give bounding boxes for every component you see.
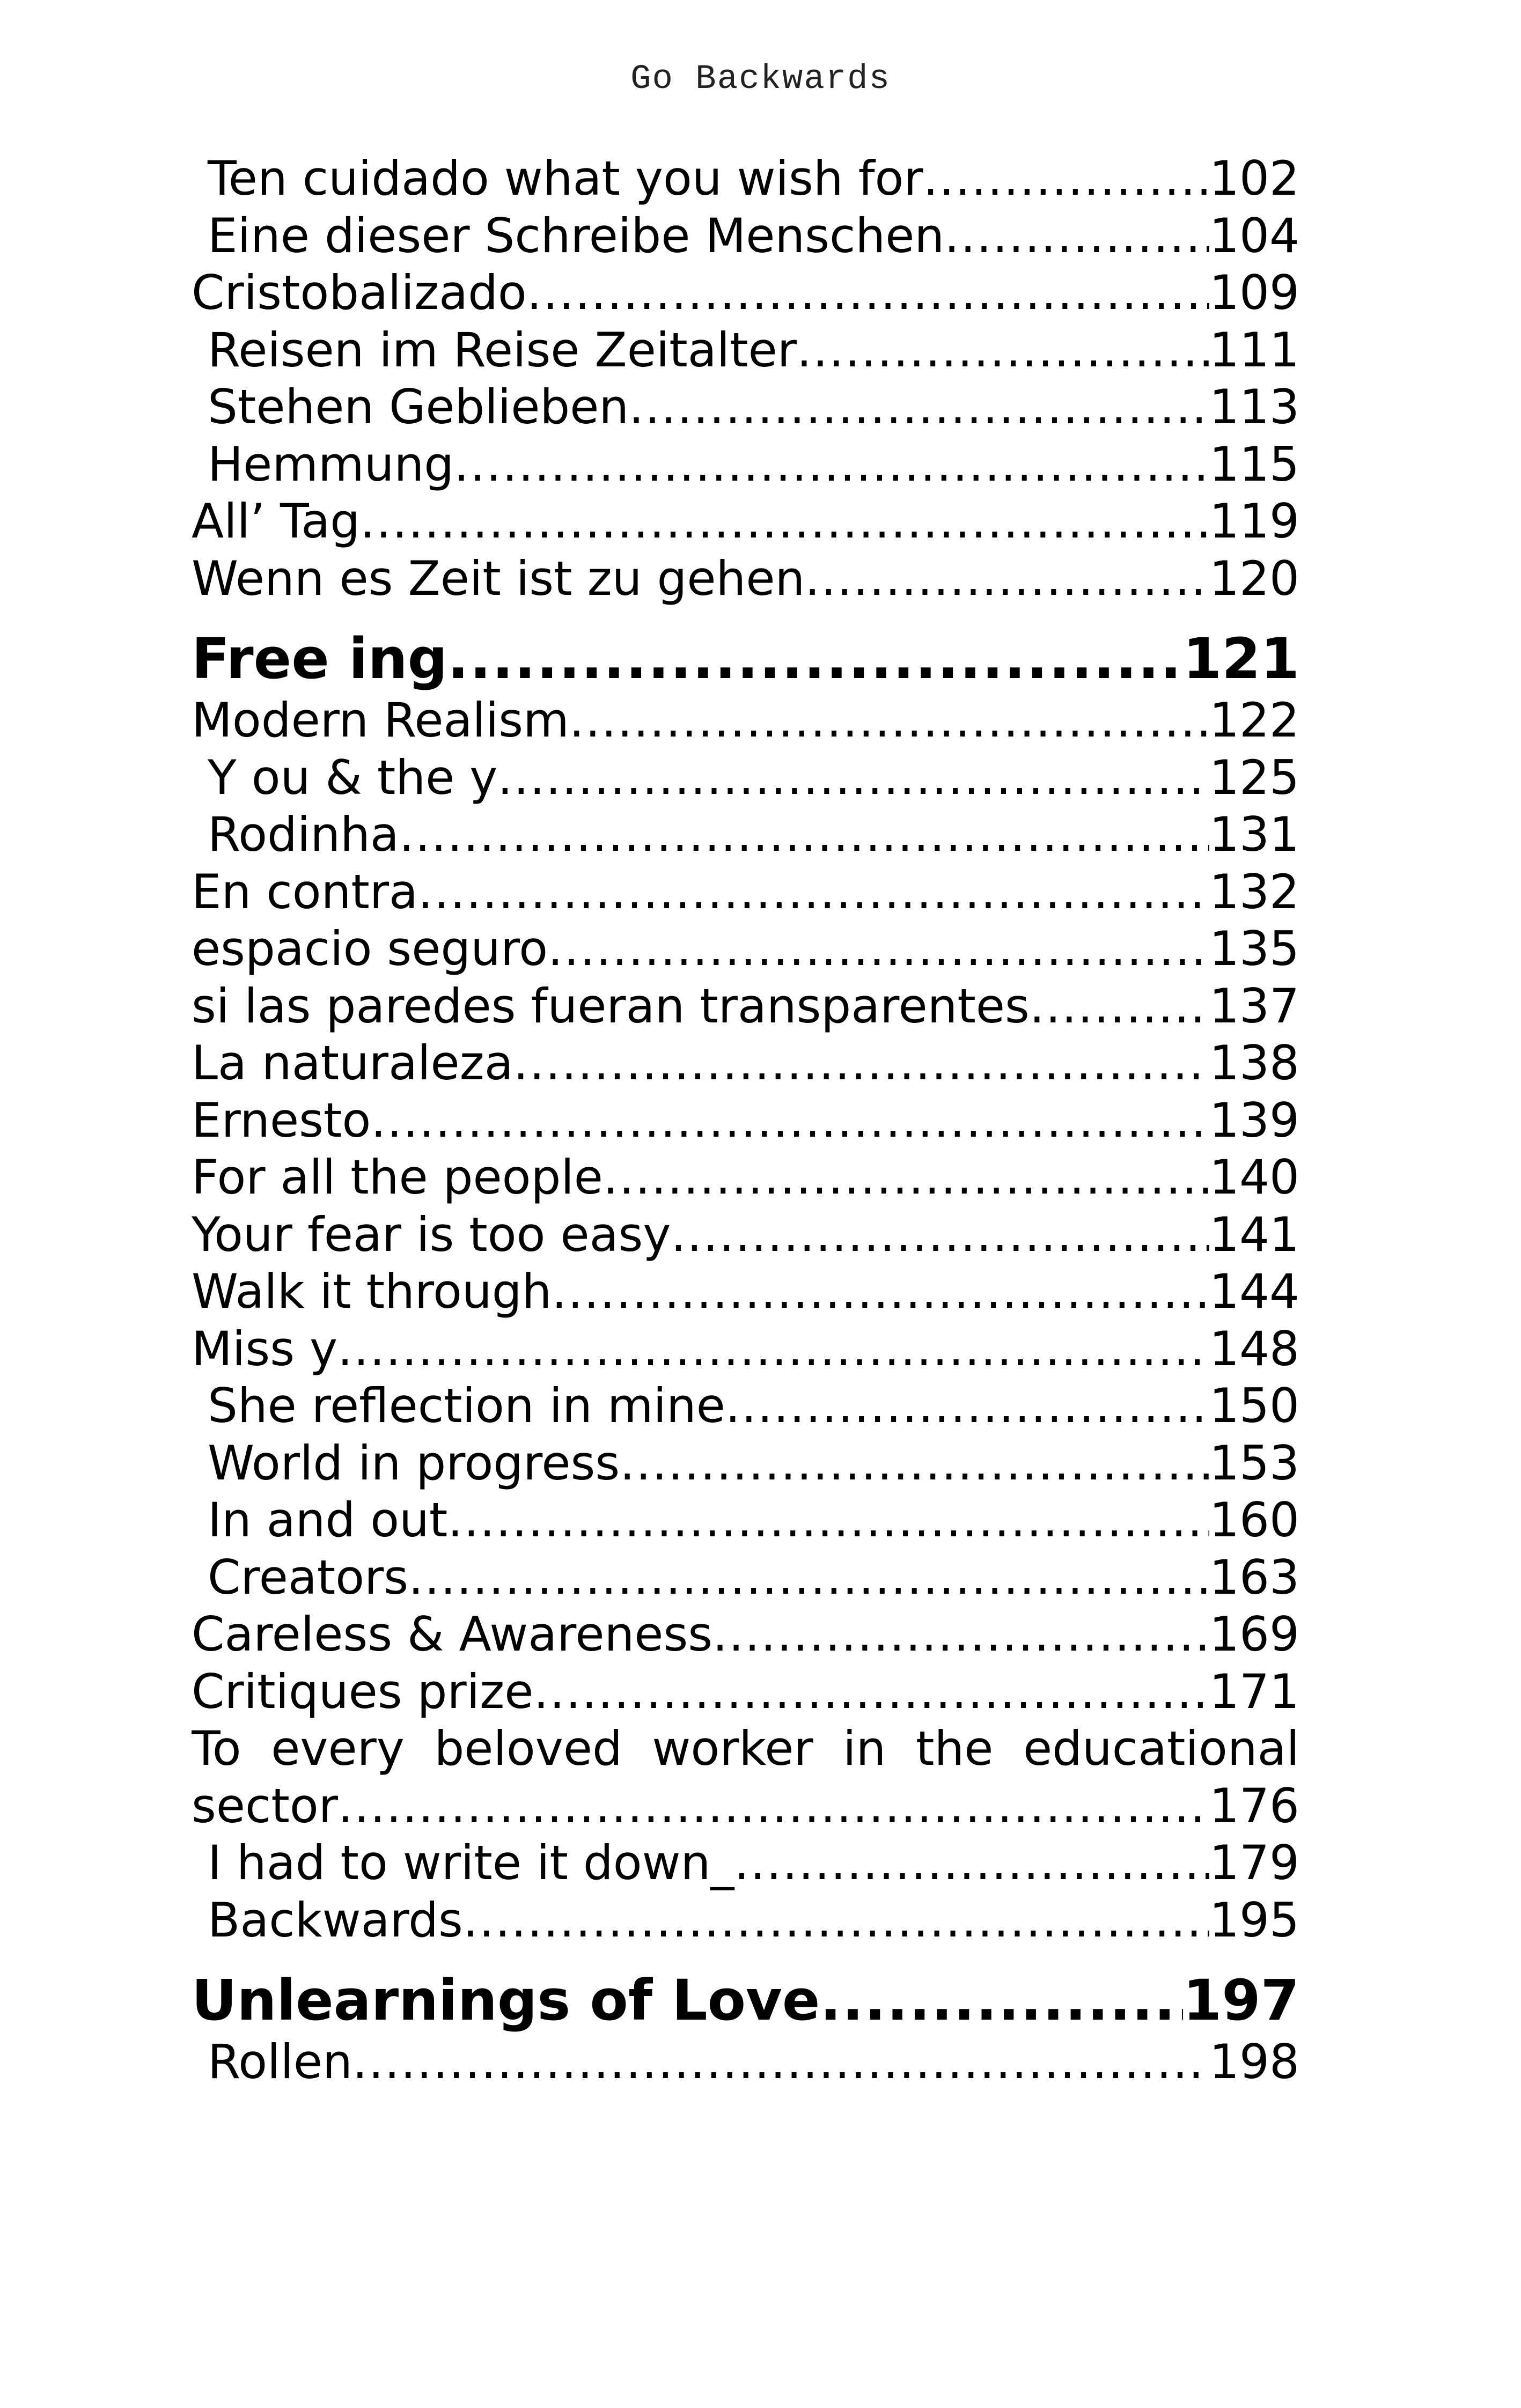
dot-leader <box>629 379 1209 436</box>
toc-entry-title: Y ou & the y <box>208 749 498 805</box>
toc-entry-title: Stehen Geblieben <box>208 379 629 435</box>
dot-leader <box>513 1035 1209 1092</box>
toc-entry-page: 131 <box>1209 807 1299 862</box>
toc-entry-page: 125 <box>1209 749 1299 805</box>
toc-entry-title: Rodinha <box>208 807 399 862</box>
dot-leader <box>552 1263 1209 1321</box>
toc-entry <box>192 2034 1299 2091</box>
toc-entry-page: 120 <box>1209 550 1299 606</box>
dot-leader <box>527 264 1209 322</box>
toc-entry <box>192 322 1299 379</box>
toc-entry-page: 169 <box>1209 1607 1299 1662</box>
toc-entry-page: 150 <box>1209 1378 1299 1433</box>
toc-entry <box>192 1892 1299 1949</box>
dot-leader <box>399 806 1209 864</box>
toc-section-title: Free ing <box>192 626 448 691</box>
toc-entry-title: Eine dieser Schreibe Menschen <box>208 208 945 263</box>
toc-entry-page: 140 <box>1209 1150 1299 1205</box>
toc-entry-page: 163 <box>1209 1549 1299 1605</box>
toc-entry-title: Modern Realism <box>192 693 569 748</box>
toc-entry-page: 115 <box>1209 436 1299 492</box>
toc-entry-title: Walk it through <box>192 1264 552 1319</box>
toc-entry-title: She reflection in mine <box>208 1378 725 1433</box>
toc-entry-title: La naturaleza <box>192 1035 513 1091</box>
toc-entry-page: 104 <box>1209 208 1299 263</box>
dot-leader <box>620 1435 1209 1492</box>
toc-entry-page: 111 <box>1209 322 1299 378</box>
dot-leader <box>418 864 1209 921</box>
toc-section-title: Unlearnings of Love <box>192 1968 820 2033</box>
toc-entry <box>192 1835 1299 1892</box>
toc-section-page: 197 <box>1182 1968 1299 2033</box>
dot-leader <box>337 1321 1209 1378</box>
toc-entry-title: All’ Tag <box>192 494 361 549</box>
dot-leader <box>923 150 1209 208</box>
toc-entry-page: 144 <box>1209 1264 1299 1319</box>
toc-entry-title: Your fear is too easy <box>192 1206 671 1262</box>
dot-leader <box>338 1778 1209 1835</box>
dot-leader <box>360 493 1209 550</box>
dot-leader <box>603 1149 1209 1206</box>
toc-entry-title: Wenn es Zeit ist zu gehen <box>192 550 805 606</box>
toc-entry-page: 113 <box>1209 379 1299 435</box>
toc-entry-wrapped-line: To every beloved worker in the educational <box>192 1721 1299 1776</box>
dot-leader <box>548 921 1209 978</box>
dot-leader <box>725 1378 1209 1435</box>
toc-entry-title: For all the people <box>192 1150 603 1205</box>
toc-entry-page: 138 <box>1209 1035 1299 1091</box>
dot-leader <box>463 1892 1209 1949</box>
toc-entry-page: 122 <box>1209 693 1299 748</box>
toc-entry <box>192 379 1299 436</box>
toc-entry <box>192 1778 1299 1835</box>
toc-entry <box>192 1492 1299 1549</box>
toc-entry <box>192 978 1299 1035</box>
toc-entry <box>192 150 1299 208</box>
toc-entry-title: Creators <box>208 1549 409 1605</box>
toc-entry <box>192 806 1299 864</box>
toc-entry-title: Critiques prize <box>192 1663 534 1719</box>
dot-leader <box>820 1967 1183 2034</box>
toc-entry <box>192 1206 1299 1264</box>
toc-entry <box>192 264 1299 322</box>
table-of-contents <box>192 150 1299 2091</box>
toc-entry-page: 148 <box>1209 1321 1299 1376</box>
toc-entry-page: 179 <box>1209 1835 1299 1890</box>
dot-leader <box>371 1092 1209 1150</box>
dot-leader <box>734 1835 1209 1892</box>
dot-leader <box>497 749 1209 807</box>
toc-entry <box>192 1263 1299 1321</box>
toc-entry <box>192 921 1299 978</box>
toc-entry <box>192 1435 1299 1492</box>
toc-section-heading <box>192 1967 1299 2034</box>
dot-leader <box>454 436 1209 494</box>
toc-entry <box>192 493 1299 550</box>
toc-entry-page: 195 <box>1209 1892 1299 1948</box>
toc-entry-page: 109 <box>1209 265 1299 320</box>
toc-entry-title: Rollen <box>208 2034 352 2089</box>
toc-section-page: 121 <box>1182 626 1299 691</box>
dot-leader <box>797 322 1209 379</box>
toc-entry <box>192 1378 1299 1435</box>
dot-leader <box>805 550 1209 608</box>
dot-leader <box>352 2034 1209 2091</box>
toc-entry-title: Ten cuidado what you wish for <box>208 151 923 206</box>
toc-entry <box>192 692 1299 749</box>
toc-entry-title: I had to write it down_ <box>208 1835 734 1890</box>
dot-leader <box>569 692 1209 749</box>
toc-entry <box>192 1092 1299 1150</box>
toc-entry <box>192 550 1299 608</box>
toc-entry-page: 198 <box>1209 2034 1299 2089</box>
toc-entry-page: 137 <box>1209 978 1299 1034</box>
toc-entry <box>192 1549 1299 1607</box>
toc-entry <box>192 436 1299 494</box>
toc-entry-page: 141 <box>1209 1206 1299 1262</box>
toc-entry-title: Careless & Awareness <box>192 1607 713 1662</box>
toc-entry-page: 171 <box>1209 1663 1299 1719</box>
dot-leader <box>671 1206 1209 1264</box>
toc-entry-title: si las paredes fueran transparentes <box>192 978 1030 1034</box>
toc-entry-page: 135 <box>1209 921 1299 976</box>
toc-entry-page: 176 <box>1209 1778 1299 1833</box>
toc-entry-title: Hemmung <box>208 436 454 492</box>
toc-entry <box>192 864 1299 921</box>
toc-entry-title: World in progress <box>208 1435 620 1491</box>
dot-leader <box>712 1606 1209 1663</box>
dot-leader <box>944 208 1209 265</box>
toc-entry <box>192 1663 1299 1721</box>
toc-section-heading <box>192 625 1299 692</box>
toc-entry-title: sector <box>192 1778 338 1833</box>
dot-leader <box>447 625 1183 692</box>
toc-entry-title: espacio seguro <box>192 921 548 976</box>
dot-leader <box>533 1663 1209 1721</box>
toc-entry-page: 102 <box>1209 151 1299 206</box>
toc-entry <box>192 749 1299 807</box>
toc-entry-page: 139 <box>1209 1092 1299 1148</box>
toc-entry-page: 132 <box>1209 864 1299 919</box>
toc-entry <box>192 1149 1299 1206</box>
toc-entry-title: En contra <box>192 864 418 919</box>
toc-entry-title: Reisen im Reise Zeitalter <box>208 322 797 378</box>
running-header: Go Backwards <box>630 60 891 99</box>
toc-entry-title: Miss y <box>192 1321 338 1376</box>
toc-entry <box>192 1606 1299 1663</box>
toc-entry-page: 153 <box>1209 1435 1299 1491</box>
dot-leader <box>447 1492 1209 1549</box>
toc-entry-title: In and out <box>208 1492 448 1548</box>
toc-entry-page: 160 <box>1209 1492 1299 1548</box>
toc-entry <box>192 208 1299 265</box>
toc-entry-title: Cristobalizado <box>192 265 527 320</box>
dot-leader <box>408 1549 1209 1607</box>
toc-entry-title: Ernesto <box>192 1092 371 1148</box>
toc-entry <box>192 1035 1299 1092</box>
toc-entry-page: 119 <box>1209 494 1299 549</box>
toc-entry <box>192 1321 1299 1378</box>
dot-leader <box>1030 978 1209 1035</box>
toc-entry-title: Backwards <box>208 1892 463 1948</box>
